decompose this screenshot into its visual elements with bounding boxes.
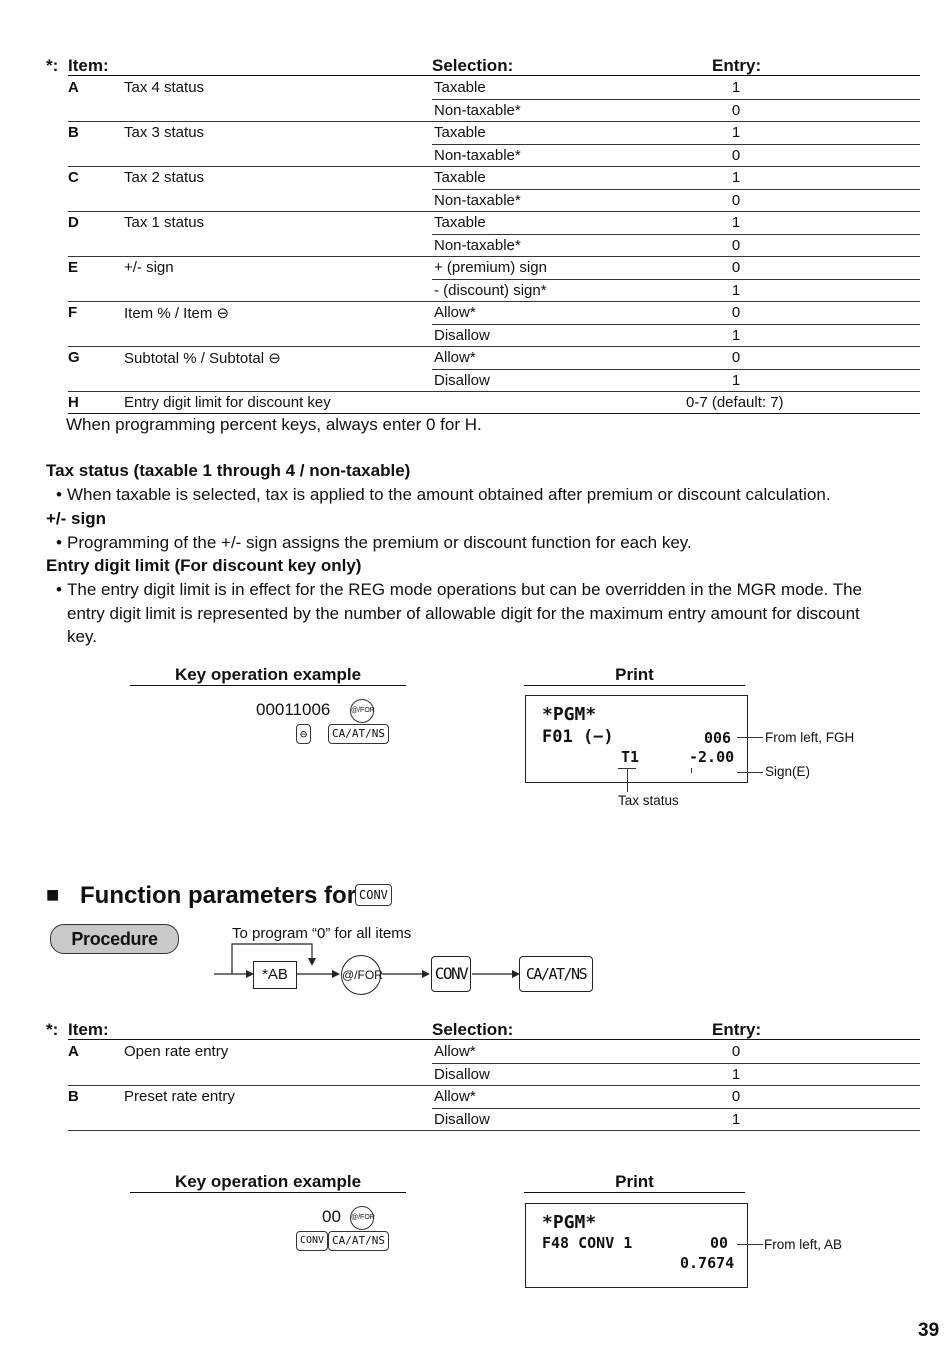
- ca-at-ns-key-icon: CA/AT/NS: [328, 724, 389, 744]
- row-entry: 1: [731, 326, 741, 344]
- annotation-tick: [691, 768, 692, 773]
- row-entry: 0: [731, 1088, 741, 1105]
- procedure-badge: Procedure: [50, 924, 179, 954]
- row-entry: 0: [731, 304, 741, 321]
- row-entry: 1: [731, 281, 741, 299]
- procedure-input-box: *AB: [253, 961, 297, 989]
- procedure-note: To program “0” for all items: [232, 925, 412, 942]
- row-selection: Taxable: [434, 79, 486, 96]
- for-key-icon: @/FOR: [341, 955, 381, 995]
- row-letter: A: [68, 79, 79, 96]
- row-selection: Disallow: [434, 1110, 490, 1128]
- row-selection: Allow*: [434, 1043, 476, 1060]
- conv-key-icon: CONV: [355, 884, 392, 906]
- annotation-line: [737, 1244, 763, 1245]
- print-line1-left: F01 (−): [542, 727, 614, 747]
- annotation-tick: [618, 768, 636, 769]
- table-note: When programming percent keys, always enter 0 for H.: [66, 415, 482, 434]
- row-entry: 1: [731, 124, 741, 141]
- annotation-sign: Sign(E): [765, 764, 811, 779]
- conv-key-icon: CONV: [431, 956, 471, 992]
- row-divider: [68, 346, 920, 347]
- row-selection: + (premium) sign: [434, 259, 547, 276]
- col-header-selection: Selection:: [432, 56, 514, 75]
- ca-at-ns-key-icon: CA/AT/NS: [328, 1231, 389, 1251]
- print-title: *PGM*: [542, 1212, 597, 1233]
- heading-rule: [524, 685, 745, 686]
- row-selection: Non-taxable*: [434, 101, 521, 119]
- receipt-print: [525, 695, 748, 783]
- table-marker: *:: [46, 56, 59, 75]
- annotation-line: [737, 737, 763, 738]
- note-heading: +/- sign: [46, 508, 106, 528]
- print-line1-right: 00: [710, 1234, 729, 1252]
- note-text: entry digit limit is represented by the number of allowable digit for the maximum entry amount for discount: [67, 603, 860, 623]
- note-heading: Entry digit limit (For discount key only): [46, 556, 362, 575]
- row-divider: [432, 1063, 920, 1064]
- row-divider: [432, 279, 920, 280]
- row-divider: [432, 189, 920, 190]
- row-letter: C: [68, 169, 79, 186]
- note-text: The entry digit limit is in effect for the REG mode operations but can be overridden in the MGR mode. The: [67, 580, 862, 599]
- col-header-selection: Selection:: [432, 1020, 514, 1039]
- section-bullet-icon: ■: [46, 882, 60, 907]
- row-letter: E: [68, 259, 79, 276]
- col-header-entry: Entry:: [712, 1020, 762, 1039]
- print-amount: -2.00: [689, 748, 735, 766]
- row-letter: D: [68, 214, 79, 231]
- col-header-item: Item:: [68, 1020, 109, 1039]
- row-divider: [432, 1108, 920, 1109]
- entry-digits: 00011006: [256, 700, 331, 719]
- row-divider: [432, 324, 920, 325]
- header-rule: [68, 75, 920, 76]
- row-item-label: Subtotal % / Subtotal ⊖: [124, 350, 281, 367]
- row-item-label: Tax 3 status: [124, 124, 205, 141]
- row-letter: B: [68, 124, 79, 141]
- row-selection: Allow*: [434, 304, 476, 321]
- row-selection: Non-taxable*: [434, 236, 521, 254]
- row-selection: Taxable: [434, 214, 486, 231]
- note-text: Programming of the +/- sign assigns the premium or discount function for each key.: [67, 532, 692, 552]
- key-operation-heading: Key operation example: [174, 665, 362, 684]
- print-line1-left: F48 CONV 1: [542, 1234, 633, 1252]
- note-text: When taxable is selected, tax is applied to the amount obtained after premium or discount calculation.: [67, 485, 831, 504]
- row-divider: [68, 256, 920, 257]
- minus-key-icon: ⊖: [296, 724, 311, 744]
- row-item-label: Tax 1 status: [124, 214, 205, 231]
- bullet-icon: •: [56, 580, 62, 599]
- annotation-fgh: From left, FGH: [765, 730, 855, 745]
- row-entry: 0: [731, 349, 741, 366]
- annotation-ab: From left, AB: [764, 1237, 843, 1252]
- row-letter: F: [68, 304, 78, 321]
- row-item-label: Item % / Item ⊖: [124, 305, 230, 322]
- row-divider: [68, 391, 920, 392]
- row-divider: [68, 1085, 920, 1086]
- row-letter: H: [68, 394, 79, 411]
- row-entry: 1: [731, 79, 741, 96]
- row-divider: [68, 166, 920, 167]
- for-key-icon: @/FOR: [350, 1206, 374, 1230]
- row-selection: - (discount) sign*: [434, 281, 547, 299]
- print-heading: Print: [615, 1172, 654, 1191]
- annotation-tax-status: Tax status: [618, 793, 679, 808]
- row-selection: Allow*: [434, 1088, 476, 1105]
- row-item-label: Tax 2 status: [124, 169, 205, 186]
- print-tax-status: T1: [621, 748, 640, 766]
- row-entry: 1: [731, 1110, 741, 1128]
- row-entry: 0: [731, 1043, 741, 1060]
- row-entry: 1: [731, 214, 741, 231]
- row-letter: A: [68, 1043, 79, 1060]
- for-key-icon: @/FOR: [350, 699, 374, 723]
- heading-rule: [130, 1192, 406, 1193]
- row-entry: 0: [731, 146, 741, 164]
- row-divider: [68, 121, 920, 122]
- row-divider: [432, 234, 920, 235]
- row-entry: 0: [731, 191, 741, 209]
- bullet-icon: •: [56, 532, 62, 552]
- page-number: 39: [918, 1320, 940, 1341]
- heading-rule: [130, 685, 406, 686]
- row-divider: [68, 211, 920, 212]
- row-entry: 1: [731, 169, 741, 186]
- print-title: *PGM*: [542, 704, 597, 725]
- col-header-entry: Entry:: [712, 56, 762, 75]
- heading-rule: [524, 1192, 745, 1193]
- section-title: Function parameters for: [80, 882, 357, 909]
- note-heading: Tax status (taxable 1 through 4 / non-taxable): [46, 461, 411, 480]
- entry-digits: 00: [322, 1207, 341, 1226]
- row-letter: B: [68, 1088, 79, 1105]
- ca-at-ns-key-icon: CA/AT/NS: [519, 956, 593, 992]
- row-divider: [68, 1130, 920, 1131]
- row-letter: G: [68, 349, 80, 366]
- header-rule: [68, 1039, 920, 1040]
- annotation-line: [737, 772, 763, 773]
- row-selection: Disallow: [434, 326, 490, 344]
- receipt-print: [525, 1203, 748, 1288]
- row-selection: Taxable: [434, 124, 486, 141]
- table-marker: *:: [46, 1020, 59, 1039]
- row-selection: Disallow: [434, 1065, 490, 1083]
- row-item-label: +/- sign: [124, 259, 174, 276]
- row-entry: 1: [731, 371, 741, 389]
- row-selection: Disallow: [434, 371, 490, 389]
- print-rate: 0.7674: [680, 1254, 735, 1272]
- row-selection: Taxable: [434, 169, 486, 186]
- row-entry: 0-7 (default: 7): [686, 394, 784, 411]
- row-entry: 0: [731, 101, 741, 119]
- note-text: key.: [67, 627, 97, 646]
- col-header-item: Item:: [68, 56, 109, 75]
- row-item-label: Open rate entry: [124, 1043, 229, 1060]
- row-entry: 0: [731, 259, 741, 276]
- bullet-icon: •: [56, 485, 62, 504]
- row-divider: [432, 144, 920, 145]
- print-line1-right: 006: [704, 729, 732, 747]
- row-item-label: Entry digit limit for discount key: [124, 394, 331, 411]
- conv-key-icon: CONV: [296, 1231, 328, 1251]
- annotation-line-vertical: [627, 768, 628, 792]
- row-divider: [432, 369, 920, 370]
- row-divider: [68, 301, 920, 302]
- row-entry: 1: [731, 1065, 741, 1083]
- row-selection: Non-taxable*: [434, 191, 521, 209]
- row-item-label: Preset rate entry: [124, 1088, 235, 1105]
- key-operation-heading: Key operation example: [174, 1172, 362, 1191]
- row-selection: Allow*: [434, 349, 476, 366]
- table-bottom-rule: [68, 413, 920, 414]
- row-entry: 0: [731, 236, 741, 254]
- print-heading: Print: [615, 665, 654, 684]
- row-item-label: Tax 4 status: [124, 79, 205, 96]
- row-divider: [432, 99, 920, 100]
- row-selection: Non-taxable*: [434, 146, 521, 164]
